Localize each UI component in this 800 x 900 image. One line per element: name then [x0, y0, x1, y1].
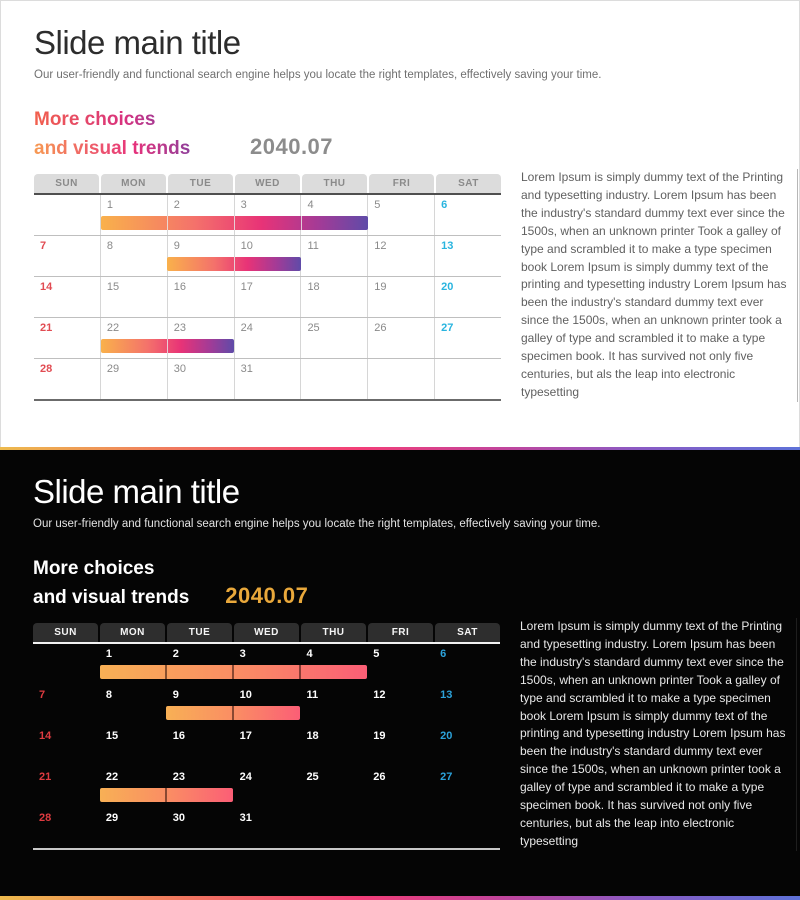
calendar-week-row — [33, 808, 500, 850]
calendar-day-cell[interactable] — [433, 808, 500, 848]
calendar-day-cell[interactable] — [34, 195, 100, 235]
calendar-month-label: 2040.07 — [225, 583, 309, 608]
event-bar-segment — [100, 788, 166, 802]
calendar-day-cell[interactable] — [33, 767, 99, 807]
calendar-day-cell[interactable] — [299, 808, 366, 848]
day-number: 10 — [239, 689, 252, 701]
calendar-day-cell[interactable] — [300, 277, 367, 317]
gradient-divider-rule — [0, 896, 800, 900]
day-number: 8 — [105, 689, 112, 701]
calendar-week-row — [34, 195, 501, 236]
calendar-day-cell[interactable] — [34, 318, 100, 358]
event-bar[interactable] — [100, 665, 367, 679]
calendar-day-cell[interactable] — [434, 236, 501, 276]
day-number: 18 — [307, 281, 320, 293]
day-number: 30 — [172, 812, 185, 824]
slide-main-title: Slide main title — [34, 24, 241, 61]
day-number: 17 — [240, 281, 253, 293]
day-number: 4 — [306, 648, 313, 660]
day-number: 25 — [307, 322, 320, 334]
day-number: 27 — [441, 322, 454, 334]
event-bar-segment — [301, 216, 368, 230]
day-header-wed: WED — [235, 174, 300, 193]
calendar-day-cell[interactable] — [367, 318, 434, 358]
day-number: 24 — [240, 322, 253, 334]
calendar-day-cell[interactable] — [367, 195, 434, 235]
event-bar-segment — [167, 339, 234, 353]
calendar-day-cell[interactable] — [300, 359, 367, 399]
calendar-day-cell[interactable] — [299, 767, 366, 807]
calendar-day-cell[interactable] — [434, 277, 501, 317]
day-number: 21 — [40, 322, 53, 334]
calendar-day-cell[interactable] — [233, 767, 300, 807]
section-heading — [33, 555, 800, 611]
day-number: 16 — [172, 730, 185, 742]
day-number: 15 — [106, 281, 120, 293]
slide-content — [1, 1, 799, 402]
day-number: 22 — [106, 322, 120, 334]
day-number: 11 — [307, 240, 319, 252]
event-bar[interactable] — [166, 706, 299, 720]
event-bar-segment — [167, 257, 233, 271]
day-number: 4 — [307, 199, 314, 211]
day-number: 5 — [373, 648, 380, 660]
slide-subtitle: Our user-friendly and functional search engine helps you locate the right templates, effectively saving your time. — [34, 69, 602, 81]
body-paragraph: Lorem Ipsum is simply dummy text of the Printing and typesetting industry. Lorem Ipsum has been the industry's standard dummy text ever since the 1500s, when an unknown printer Took a galley of type and scrambled it to make a type specimen book Lorem Ipsum is simply dummy text of the printing and typesetting industry Lorem Ipsum has been the industry's standard dummy text ever since the 1500s, when an unknown printer took a galley of type and scrambled it to make a type specimen book. It has survived not only five centuries, but als the leap into electronic typesetting — [521, 169, 798, 402]
calendar-week-row — [34, 277, 501, 318]
day-number: 20 — [440, 730, 453, 742]
day-number: 16 — [173, 281, 186, 293]
day-number: 9 — [172, 689, 179, 701]
day-number: 29 — [105, 812, 119, 824]
calendar-day-cell[interactable] — [34, 359, 100, 399]
slide-light-theme[interactable] — [0, 0, 800, 447]
calendar-week-row — [34, 318, 501, 359]
calendar-header-row — [33, 623, 500, 644]
event-bar-segment — [234, 216, 301, 230]
day-number: 21 — [39, 771, 52, 783]
day-header-mon: MON — [100, 623, 165, 642]
event-bar[interactable] — [101, 216, 368, 230]
calendar-day-cell[interactable] — [233, 808, 300, 848]
calendar-month-label: 2040.07 — [250, 134, 334, 159]
event-bar-segment — [165, 665, 232, 679]
day-number: 27 — [440, 771, 453, 783]
calendar-week-row — [33, 726, 500, 767]
event-bar-segment — [166, 706, 232, 720]
calendar-day-cell[interactable] — [299, 685, 366, 725]
section-heading-line1: More choices — [34, 106, 184, 133]
calendar-day-cell[interactable] — [366, 685, 433, 725]
calendar-day-cell[interactable] — [367, 359, 434, 399]
day-number: 1 — [105, 648, 112, 660]
calendar-day-cell[interactable] — [100, 359, 167, 399]
day-number: 31 — [239, 812, 252, 824]
section-heading-row2 — [34, 133, 799, 162]
day-number: 18 — [306, 730, 319, 742]
calendar-day-cell[interactable] — [367, 277, 434, 317]
calendar-week-row — [34, 236, 501, 277]
calendar-day-cell[interactable] — [433, 685, 500, 725]
day-number: 6 — [440, 648, 447, 660]
day-header-tue: TUE — [168, 174, 233, 193]
day-header-sat: SAT — [436, 174, 501, 193]
day-header-thu: THU — [301, 623, 366, 642]
day-number: 19 — [374, 281, 387, 293]
content-row — [33, 619, 800, 851]
day-number: 22 — [105, 771, 119, 783]
calendar-day-cell[interactable] — [366, 644, 433, 684]
calendar-day-cell[interactable] — [33, 808, 99, 848]
day-number: 13 — [441, 240, 454, 252]
calendar-day-cell[interactable] — [234, 318, 301, 358]
day-number: 6 — [441, 199, 448, 211]
section-heading-row2 — [33, 582, 800, 611]
calendar-day-cell[interactable] — [300, 318, 367, 358]
day-number: 31 — [240, 363, 253, 375]
calendar-grid — [33, 644, 500, 850]
calendar-day-cell[interactable] — [167, 359, 234, 399]
event-bar-segment — [167, 216, 234, 230]
calendar-day-cell[interactable] — [166, 808, 233, 848]
calendar-day-cell[interactable] — [167, 277, 234, 317]
day-number: 23 — [173, 322, 186, 334]
calendar-day-cell[interactable] — [99, 726, 166, 766]
calendar-week-row — [33, 685, 500, 726]
day-number: 28 — [40, 363, 53, 375]
day-number: 14 — [39, 730, 52, 742]
day-number: 25 — [306, 771, 319, 783]
day-number: 9 — [173, 240, 180, 252]
calendar-day-cell[interactable] — [434, 318, 501, 358]
event-bar-segment — [101, 339, 167, 353]
calendar-day-cell[interactable] — [100, 236, 167, 276]
day-number: 8 — [106, 240, 113, 252]
calendar-day-cell[interactable] — [434, 195, 501, 235]
calendar-day-cell[interactable] — [99, 685, 166, 725]
day-number: 12 — [374, 240, 387, 252]
day-header-tue: TUE — [167, 623, 232, 642]
slide-subtitle: Our user-friendly and functional search engine helps you locate the right templates, effectively saving your time. — [33, 518, 601, 530]
day-header-sat: SAT — [435, 623, 500, 642]
calendar-day-cell[interactable] — [34, 277, 100, 317]
day-header-wed: WED — [234, 623, 299, 642]
day-header-sun: SUN — [34, 174, 99, 193]
day-number: 3 — [239, 648, 246, 660]
event-bar-segment — [100, 665, 165, 679]
calendar-day-cell[interactable] — [34, 236, 100, 276]
day-number: 7 — [39, 689, 46, 701]
day-number: 19 — [373, 730, 386, 742]
day-header-sun: SUN — [33, 623, 98, 642]
day-header-mon: MON — [101, 174, 166, 193]
event-bar[interactable] — [100, 788, 233, 802]
day-number: 15 — [105, 730, 119, 742]
calendar-day-cell[interactable] — [433, 726, 500, 766]
calendar-day-cell[interactable] — [366, 726, 433, 766]
day-number: 30 — [173, 363, 186, 375]
event-bar-segment — [299, 665, 366, 679]
calendar-day-cell[interactable] — [367, 236, 434, 276]
event-bar-segment — [165, 788, 233, 802]
calendar-week-row — [33, 644, 500, 685]
calendar-day-cell[interactable] — [33, 726, 99, 766]
calendar-day-cell[interactable] — [99, 808, 166, 848]
section-heading — [34, 106, 799, 162]
slide-main-title: Slide main title — [33, 473, 240, 510]
calendar-day-cell[interactable] — [366, 808, 433, 848]
calendar[interactable] — [33, 623, 500, 851]
day-number: 14 — [40, 281, 53, 293]
content-row — [34, 170, 799, 402]
calendar-header-row — [34, 174, 501, 195]
calendar-day-cell[interactable] — [433, 644, 500, 684]
body-paragraph: Lorem Ipsum is simply dummy text of the Printing and typesetting industry. Lorem Ipsum has been the industry's standard dummy text ever since the 1500s, when an unknown printer Took a galley of type and scrambled it to make a type specimen book Lorem Ipsum is simply dummy text of the printing and typesetting industry Lorem Ipsum has been the industry's standard dummy text ever since the 1500s, when an unknown printer took a galley of type and scrambled it to make a type specimen book. It has survived not only five centuries, but als the leap into electronic typesetting — [520, 618, 797, 851]
calendar-day-cell[interactable] — [233, 726, 300, 766]
day-number: 1 — [106, 199, 113, 211]
section-heading-line1: More choices — [33, 558, 155, 579]
slide-content — [0, 450, 800, 851]
calendar-day-cell[interactable] — [33, 644, 99, 684]
slide-dark-theme[interactable] — [0, 450, 800, 896]
day-number: 10 — [240, 240, 253, 252]
day-number: 2 — [172, 648, 179, 660]
event-bar[interactable] — [167, 257, 300, 271]
calendar-day-cell[interactable] — [434, 359, 501, 399]
event-bar-segment — [234, 257, 301, 271]
day-number: 28 — [39, 812, 52, 824]
calendar-week-row — [34, 359, 501, 401]
calendar-day-cell[interactable] — [234, 277, 301, 317]
day-number: 17 — [239, 730, 252, 742]
day-number: 3 — [240, 199, 247, 211]
day-number: 29 — [106, 363, 120, 375]
calendar-day-cell[interactable] — [366, 767, 433, 807]
day-header-fri: FRI — [369, 174, 434, 193]
event-bar-segment — [232, 665, 299, 679]
calendar-week-row — [33, 767, 500, 808]
day-number: 12 — [373, 689, 386, 701]
calendar-grid — [34, 195, 501, 401]
section-heading-line2: and visual trends — [34, 135, 214, 162]
event-bar-segment — [232, 706, 300, 720]
day-number: 26 — [374, 322, 387, 334]
day-header-fri: FRI — [368, 623, 433, 642]
day-number: 26 — [373, 771, 386, 783]
calendar-day-cell[interactable] — [166, 726, 233, 766]
day-number: 20 — [441, 281, 454, 293]
event-bar-segment — [101, 216, 167, 230]
calendar-day-cell[interactable] — [100, 277, 167, 317]
day-header-thu: THU — [302, 174, 367, 193]
day-number: 24 — [239, 771, 252, 783]
day-number: 7 — [40, 240, 47, 252]
calendar-day-cell[interactable] — [299, 726, 366, 766]
calendar-day-cell[interactable] — [433, 767, 500, 807]
day-number: 13 — [440, 689, 453, 701]
day-number: 23 — [172, 771, 185, 783]
day-number: 5 — [374, 199, 381, 211]
day-number: 2 — [173, 199, 180, 211]
calendar-day-cell[interactable] — [300, 236, 367, 276]
event-bar[interactable] — [101, 339, 234, 353]
day-number: 11 — [306, 689, 319, 701]
calendar-day-cell[interactable] — [234, 359, 301, 399]
calendar[interactable] — [34, 174, 501, 402]
section-heading-line2: and visual trends — [33, 587, 190, 608]
calendar-day-cell[interactable] — [33, 685, 99, 725]
